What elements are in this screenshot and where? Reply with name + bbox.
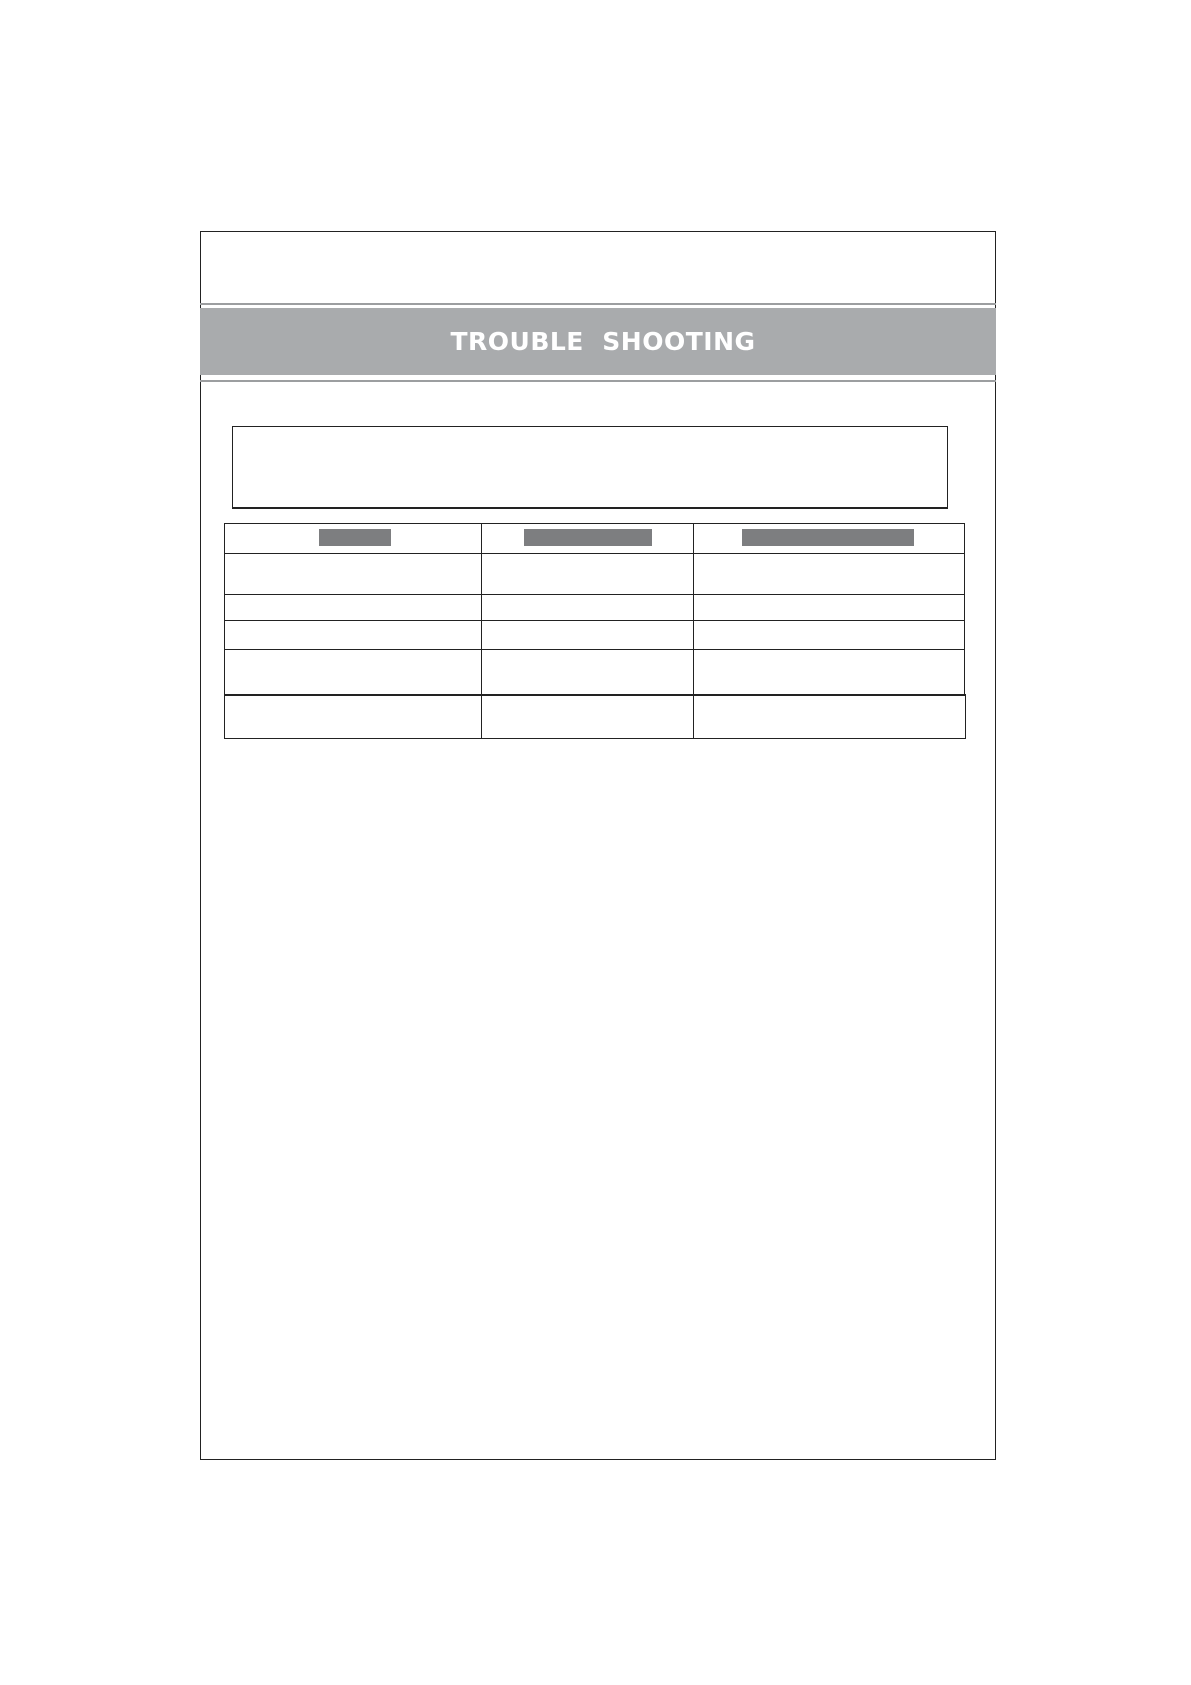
table-cell (224, 594, 482, 621)
page-title: TROUBLE SHOOTING (450, 327, 756, 356)
column-header-bar (319, 529, 391, 546)
column-header-bar (524, 529, 652, 546)
column-header-bar (742, 529, 914, 546)
table-cell (693, 649, 965, 695)
banner-rule-top (200, 303, 996, 305)
banner-rule-bottom (200, 380, 996, 382)
table-cell (481, 649, 694, 695)
table-header-cell (481, 523, 694, 554)
table-cell (693, 694, 966, 739)
section-banner (200, 308, 996, 375)
table-cell (224, 694, 482, 739)
table-cell (481, 594, 694, 621)
table-cell (481, 694, 694, 739)
table-cell (224, 620, 482, 650)
table-cell (481, 620, 694, 650)
note-box (232, 426, 948, 509)
table-cell (481, 553, 694, 595)
page-frame (200, 231, 996, 1460)
table-cell (224, 649, 482, 695)
table-header-cell (693, 523, 965, 554)
table-cell (693, 620, 965, 650)
table-cell (693, 594, 965, 621)
table-header-cell (224, 523, 482, 554)
table-cell (224, 553, 482, 595)
table-cell (693, 553, 965, 595)
